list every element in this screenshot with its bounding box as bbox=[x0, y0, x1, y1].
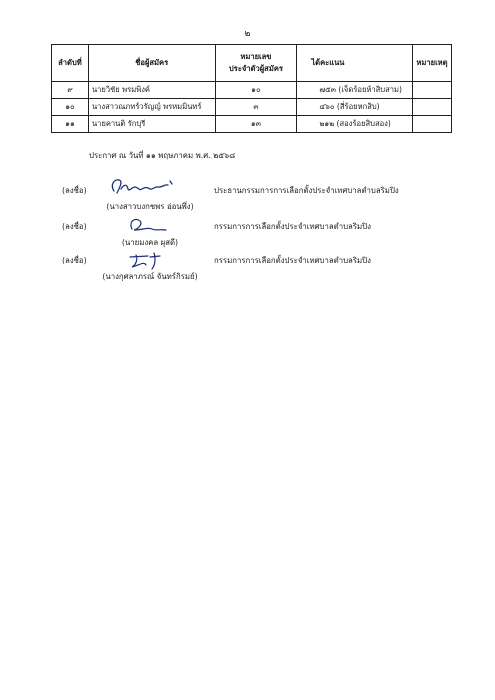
cell-number: ๑๓ bbox=[215, 116, 297, 133]
signer-role: ประธานกรรมการการเลือกตั้งประจำเทศบาลตำบลริมปิง bbox=[214, 186, 399, 195]
header-name: ชื่อผู้สมัคร bbox=[88, 45, 215, 82]
page-number: ๒ bbox=[244, 29, 251, 39]
cell-no: ๑๐ bbox=[52, 99, 89, 116]
signer-name: (นางสาวบงกชพร อ่อนพึ่ง) bbox=[106, 202, 194, 211]
results-table bbox=[51, 44, 452, 133]
sign-label: (ลงชื่อ) bbox=[62, 186, 87, 195]
signer-name: (นางกุศลาภรณ์ จันทร์กิรมย์) bbox=[102, 272, 198, 281]
handwritten-signature bbox=[120, 249, 180, 271]
cell-number: ๑๐ bbox=[215, 82, 297, 99]
cell-remark bbox=[412, 116, 451, 133]
table-header-row bbox=[52, 45, 452, 82]
header-number-line2: ประจำตัวผู้สมัคร bbox=[228, 64, 283, 73]
header-number bbox=[215, 45, 297, 82]
cell-remark bbox=[412, 82, 451, 99]
cell-name: นางสาวณภทร์วรัญญ์ พรหมมินทร์ bbox=[88, 99, 215, 116]
announcement-date: ประกาศ ณ วันที่ ๑๑ พฤษภาคม พ.ศ. ๒๕๖๘ bbox=[89, 151, 236, 160]
table-row bbox=[52, 99, 452, 116]
table-row bbox=[52, 116, 452, 133]
cell-name: นายวิชัย พรมพิงค์ bbox=[88, 82, 215, 99]
header-no: ลำดับที่ bbox=[52, 45, 89, 82]
table-row bbox=[52, 82, 452, 99]
header-score: ได้คะแนน bbox=[297, 45, 413, 82]
signature-block bbox=[0, 255, 495, 295]
cell-name: นายคานติ รักบุรี bbox=[88, 116, 215, 133]
handwritten-signature bbox=[118, 215, 178, 237]
cell-no: ๙ bbox=[52, 82, 89, 99]
header-remark: หมายเหตุ bbox=[412, 45, 451, 82]
signature-block bbox=[0, 185, 495, 225]
signer-name: (นายมงคล ผุสดี) bbox=[121, 238, 179, 247]
cell-score: ๒๑๒ (สองร้อยสิบสอง) bbox=[297, 116, 413, 133]
sign-label: (ลงชื่อ) bbox=[62, 256, 87, 265]
sign-label: (ลงชื่อ) bbox=[62, 222, 87, 231]
handwritten-signature bbox=[108, 175, 188, 197]
cell-no: ๑๑ bbox=[52, 116, 89, 133]
signer-role: กรรมการการเลือกตั้งประจำเทศบาลตำบลริมปิง bbox=[214, 222, 371, 231]
signer-role: กรรมการการเลือกตั้งประจำเทศบาลตำบลริมปิง bbox=[214, 256, 371, 265]
cell-number: ๓ bbox=[215, 99, 297, 116]
cell-score: ๔๖๐ (สี่ร้อยหกสิบ) bbox=[297, 99, 413, 116]
cell-score: ๗๕๓ (เจ็ดร้อยห้าสิบสาม) bbox=[297, 82, 413, 99]
cell-remark bbox=[412, 99, 451, 116]
header-number-line1: หมายเลข bbox=[240, 52, 272, 61]
